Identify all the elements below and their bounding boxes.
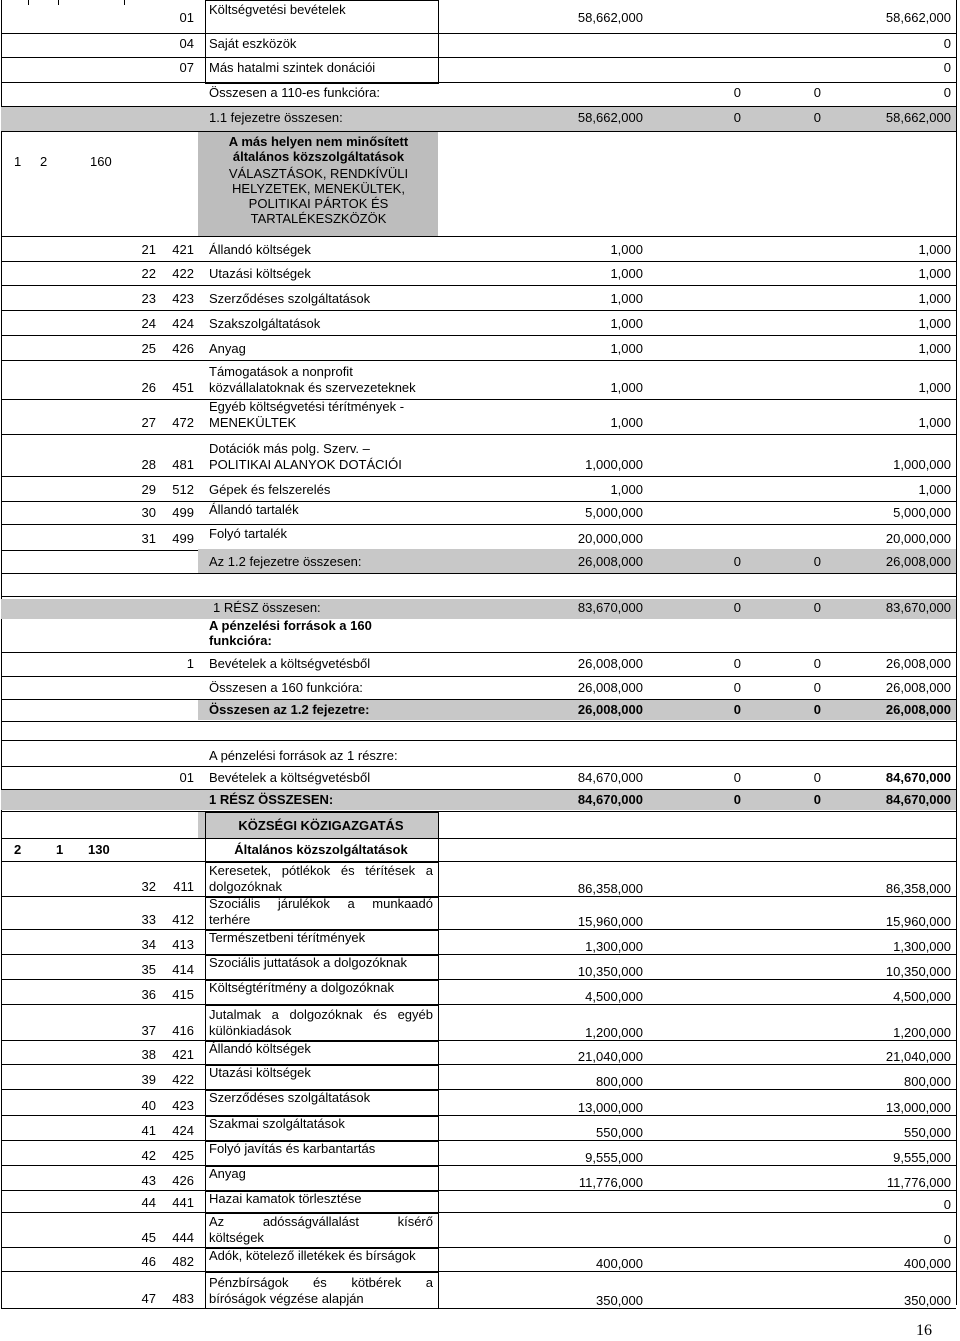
sources-label: A pénzelési források az 1 részre: bbox=[209, 748, 398, 763]
page-number: 16 bbox=[916, 1322, 932, 1339]
row-divider bbox=[1, 721, 956, 722]
row-label: Jutalmak a dolgozóknak és egyéb bbox=[209, 1007, 433, 1022]
row-label: 1 RÉSZ összesen: bbox=[213, 600, 321, 615]
value-total: 26,008,000 bbox=[885, 656, 951, 671]
table-row bbox=[0, 653, 956, 675]
row-label-cont: MENEKÜLTEK bbox=[209, 415, 297, 430]
function-code-1: 1 bbox=[14, 154, 22, 169]
row-label: Állandó költségek bbox=[209, 242, 311, 257]
table-row bbox=[0, 767, 956, 789]
row-number: 45 bbox=[141, 1230, 156, 1245]
function-title bbox=[0, 132, 956, 236]
row-label: Hazai kamatok törlesztése bbox=[209, 1191, 362, 1206]
label-box bbox=[205, 930, 439, 955]
value-total: 1,000 bbox=[918, 482, 951, 497]
row-label: Utazási költségek bbox=[209, 1065, 311, 1080]
row-code: 481 bbox=[172, 457, 194, 472]
row-code: 499 bbox=[172, 531, 194, 546]
value-total: 1,000 bbox=[918, 291, 951, 306]
value-total: 1,000 bbox=[918, 341, 951, 356]
value-total: 1,000 bbox=[918, 242, 951, 257]
label-box bbox=[205, 1191, 439, 1213]
value-plan: 11,776,000 bbox=[578, 1175, 643, 1190]
value-plan: 58,662,000 bbox=[577, 10, 643, 25]
row-number: 40 bbox=[141, 1098, 156, 1113]
table-row bbox=[0, 980, 956, 1004]
row-code: 01 bbox=[179, 10, 194, 25]
table-row bbox=[0, 1213, 956, 1247]
table-row bbox=[0, 286, 956, 310]
table-row bbox=[0, 237, 956, 261]
row-code: 425 bbox=[172, 1148, 194, 1163]
subtotal-row bbox=[0, 83, 956, 107]
table-row bbox=[0, 1166, 956, 1190]
label-box bbox=[205, 980, 439, 1005]
value-total: 26,008,000 bbox=[885, 702, 951, 717]
value-total: 10,350,000 bbox=[885, 964, 951, 979]
function-title-1: A más helyen nem minősített általános közszolgáltatások bbox=[228, 134, 409, 164]
value-total: 84,670,000 bbox=[885, 792, 951, 807]
table-row bbox=[0, 311, 956, 335]
value-plan: 26,008,000 bbox=[577, 554, 643, 569]
value-c: 0 bbox=[813, 600, 821, 615]
row-number: 33 bbox=[141, 912, 156, 927]
row-number: 41 bbox=[141, 1123, 156, 1138]
value-plan: 15,960,000 bbox=[577, 914, 643, 929]
label-box bbox=[205, 1116, 439, 1141]
value-total: 0 bbox=[943, 85, 951, 100]
table-row bbox=[0, 361, 956, 399]
value-total: 550,000 bbox=[904, 1125, 951, 1140]
row-label-cont: dolgozóknak bbox=[209, 879, 282, 894]
value-plan: 58,662,000 bbox=[577, 110, 643, 125]
value-total: 400,000 bbox=[904, 1256, 951, 1271]
value-total: 15,960,000 bbox=[885, 914, 951, 929]
table-row bbox=[0, 500, 956, 524]
value-plan: 21,040,000 bbox=[577, 1049, 643, 1064]
row-code: 413 bbox=[172, 937, 194, 952]
value-total: 0 bbox=[943, 36, 951, 51]
row-code: 426 bbox=[172, 1173, 194, 1188]
function-code-3: 160 bbox=[90, 154, 112, 169]
row-label: Gépek és felszerelés bbox=[209, 482, 331, 497]
value-total: 350,000 bbox=[904, 1293, 951, 1308]
row-label: Utazási költségek bbox=[209, 266, 311, 281]
row-number: 38 bbox=[141, 1047, 156, 1062]
row-number: 35 bbox=[141, 962, 156, 977]
value-total: 11,776,000 bbox=[886, 1175, 951, 1190]
row-label: Dotációk más polg. Szerv. – bbox=[209, 441, 370, 456]
row-label: Természetbeni térítmények bbox=[209, 930, 366, 945]
label-box bbox=[205, 1272, 439, 1309]
row-label: 1 RÉSZ ÖSSZESEN: bbox=[209, 792, 334, 807]
value-plan: 1,000,000 bbox=[585, 457, 643, 472]
row-code: 415 bbox=[172, 987, 194, 1002]
value-c: 0 bbox=[813, 702, 821, 717]
row-label: Adók, kötelező illetékek és bírságok bbox=[209, 1248, 416, 1263]
row-label: Állandó költségek bbox=[209, 1041, 311, 1056]
value-total: 86,358,000 bbox=[885, 881, 951, 896]
label-box bbox=[205, 1005, 439, 1041]
row-code: 421 bbox=[172, 1047, 194, 1062]
table-row bbox=[0, 58, 956, 82]
row-code: 512 bbox=[172, 482, 194, 497]
row-number: 25 bbox=[141, 341, 156, 356]
value-plan: 1,000 bbox=[610, 482, 643, 497]
row-number: 21 bbox=[141, 242, 156, 257]
label-box bbox=[205, 1090, 439, 1116]
value-total: 83,670,000 bbox=[885, 600, 951, 615]
value-plan: 350,000 bbox=[596, 1293, 643, 1308]
row-label-cont: közvállalatoknak és szervezeteknek bbox=[209, 380, 416, 395]
label-box bbox=[205, 1166, 439, 1191]
row-number: 24 bbox=[141, 316, 156, 331]
label-box bbox=[205, 1065, 439, 1090]
table-row bbox=[0, 1272, 956, 1308]
row-label: Állandó tartalék bbox=[209, 502, 299, 517]
value-plan: 26,008,000 bbox=[577, 702, 643, 717]
row-code: 412 bbox=[172, 912, 194, 927]
table-row bbox=[0, 862, 956, 896]
row-label-cont: költségek bbox=[209, 1230, 264, 1245]
row-label: Egyéb költségvetési térítmények - bbox=[209, 399, 405, 414]
row-label: Saját eszközök bbox=[209, 36, 297, 51]
row-label: Anyag bbox=[209, 1166, 246, 1181]
value-plan: 1,000 bbox=[610, 266, 643, 281]
value-total: 26,008,000 bbox=[885, 554, 951, 569]
row-code: 414 bbox=[172, 962, 194, 977]
row-label: Bevételek a költségvetésből bbox=[209, 656, 371, 671]
value-total: 4,500,000 bbox=[893, 989, 951, 1004]
row-code: 07 bbox=[179, 60, 194, 75]
function-code-2: 1 bbox=[56, 842, 64, 857]
row-label: Bevételek a költségvetésből bbox=[209, 770, 371, 785]
row-code: 451 bbox=[172, 380, 194, 395]
value-total: 1,000 bbox=[918, 415, 951, 430]
function-header bbox=[0, 839, 956, 861]
row-code: 483 bbox=[172, 1291, 194, 1306]
value-plan: 13,000,000 bbox=[577, 1100, 643, 1115]
row-code: 422 bbox=[172, 1072, 194, 1087]
value-plan: 26,008,000 bbox=[577, 656, 643, 671]
row-code: 472 bbox=[172, 415, 194, 430]
row-label: Szerződéses szolgáltatások bbox=[209, 1090, 371, 1105]
value-plan: 84,670,000 bbox=[577, 770, 643, 785]
sources-heading bbox=[0, 746, 956, 766]
table-row bbox=[0, 261, 956, 285]
table-row bbox=[0, 477, 956, 501]
value-plan: 550,000 bbox=[596, 1125, 643, 1140]
value-plan: 1,000 bbox=[610, 316, 643, 331]
value-plan: 20,000,000 bbox=[577, 531, 643, 546]
table-row bbox=[0, 398, 956, 434]
value-total: 0 bbox=[943, 1197, 951, 1212]
row-code: 444 bbox=[172, 1230, 194, 1245]
function-code-1: 2 bbox=[14, 842, 22, 857]
row-number: 23 bbox=[141, 291, 156, 306]
row-code: 411 bbox=[173, 879, 194, 894]
value-plan: 5,000,000 bbox=[585, 505, 643, 520]
row-code: 421 bbox=[172, 242, 194, 257]
row-label: Anyag bbox=[209, 341, 246, 356]
row-code: 424 bbox=[172, 1123, 194, 1138]
row-number: 31 bbox=[141, 531, 156, 546]
table-row bbox=[0, 1065, 956, 1089]
row-number: 36 bbox=[141, 987, 156, 1002]
row-number: 44 bbox=[141, 1195, 156, 1210]
value-b: 0 bbox=[733, 792, 741, 807]
value-b: 0 bbox=[733, 656, 741, 671]
row-code: 482 bbox=[172, 1254, 194, 1269]
value-c: 0 bbox=[813, 770, 821, 785]
value-plan: 1,000 bbox=[610, 291, 643, 306]
row-label: Összesen a 110-es funkcióra: bbox=[209, 85, 381, 100]
value-total: 58,662,000 bbox=[885, 110, 951, 125]
row-label: Szociális járulékok a munkaadó bbox=[209, 896, 433, 911]
row-number: 47 bbox=[141, 1291, 156, 1306]
function-title: Általános közszolgáltatások bbox=[234, 842, 408, 857]
value-total: 1,200,000 bbox=[893, 1025, 951, 1040]
value-c: 0 bbox=[813, 680, 821, 695]
table-row bbox=[0, 955, 956, 979]
value-total: 1,000 bbox=[918, 316, 951, 331]
row-code: 424 bbox=[172, 316, 194, 331]
row-number: 26 bbox=[141, 380, 156, 395]
value-total: 26,008,000 bbox=[885, 680, 951, 695]
row-label: Szociális juttatások a dolgozóknak bbox=[209, 955, 408, 970]
value-c: 0 bbox=[813, 656, 821, 671]
total-row bbox=[0, 107, 956, 131]
table-row bbox=[0, 34, 956, 58]
row-label: Szakszolgáltatások bbox=[209, 316, 321, 331]
sources-heading bbox=[0, 618, 956, 650]
sources-label: A pénzelési források a 160 funkcióra: bbox=[209, 618, 372, 648]
value-total: 84,670,000 bbox=[885, 770, 951, 785]
value-b: 0 bbox=[733, 702, 741, 717]
grand-total-row bbox=[0, 790, 956, 812]
value-total: 13,000,000 bbox=[885, 1100, 951, 1115]
table-row bbox=[0, 1116, 956, 1140]
row-code: 499 bbox=[172, 505, 194, 520]
row-number: 22 bbox=[141, 266, 156, 281]
value-b: 0 bbox=[733, 85, 741, 100]
total-row bbox=[0, 549, 956, 573]
table-row bbox=[0, 1041, 956, 1064]
value-plan: 1,000 bbox=[610, 380, 643, 395]
table-row bbox=[0, 1141, 956, 1165]
row-label: Pénzbírságok és kötbérek a bbox=[209, 1275, 433, 1290]
table-row bbox=[0, 1248, 956, 1271]
value-b: 0 bbox=[733, 110, 741, 125]
row-number: 34 bbox=[141, 937, 156, 952]
row-number: 29 bbox=[141, 482, 156, 497]
value-total: 20,000,000 bbox=[885, 531, 951, 546]
row-code: 1 bbox=[186, 656, 194, 671]
value-plan: 4,500,000 bbox=[585, 989, 643, 1004]
total-row bbox=[0, 598, 956, 620]
row-label: Folyó javítás és karbantartás bbox=[209, 1141, 376, 1156]
value-total: 0 bbox=[943, 60, 951, 75]
table-row bbox=[0, 1090, 956, 1115]
value-total: 58,662,000 bbox=[885, 10, 951, 25]
label-box bbox=[205, 897, 439, 930]
function-code-3: 130 bbox=[88, 842, 110, 857]
value-plan: 10,350,000 bbox=[577, 964, 643, 979]
value-plan: 1,000 bbox=[610, 341, 643, 356]
value-plan: 1,300,000 bbox=[585, 939, 643, 954]
value-plan: 84,670,000 bbox=[577, 792, 643, 807]
value-b: 0 bbox=[733, 770, 741, 785]
value-total: 21,040,000 bbox=[885, 1049, 951, 1064]
row-number: 46 bbox=[141, 1254, 156, 1269]
row-divider bbox=[1, 596, 956, 597]
value-plan: 1,200,000 bbox=[585, 1025, 643, 1040]
subtotal-row bbox=[0, 677, 956, 699]
value-c: 0 bbox=[813, 792, 821, 807]
value-total: 800,000 bbox=[904, 1074, 951, 1089]
grid-line bbox=[1, 862, 2, 1308]
value-b: 0 bbox=[733, 554, 741, 569]
row-number: 37 bbox=[141, 1023, 156, 1038]
value-total: 1,300,000 bbox=[893, 939, 951, 954]
row-number: 32 bbox=[141, 879, 156, 894]
value-total: 5,000,000 bbox=[893, 505, 951, 520]
label-box bbox=[205, 1248, 439, 1272]
value-total: 1,000 bbox=[918, 266, 951, 281]
row-label: Szakmai szolgáltatások bbox=[209, 1116, 345, 1131]
row-code: 416 bbox=[172, 1023, 194, 1038]
value-plan: 26,008,000 bbox=[577, 680, 643, 695]
row-label-cont: különkiadások bbox=[209, 1023, 292, 1038]
table-row bbox=[0, 897, 956, 929]
row-label: Keresetek, pótlékok és térítések a bbox=[209, 863, 433, 878]
value-c: 0 bbox=[813, 85, 821, 100]
row-label: Összesen az 1.2 fejezetre: bbox=[209, 702, 370, 717]
row-code: 423 bbox=[172, 291, 194, 306]
row-label: Költségtérítmény a dolgozóknak bbox=[209, 980, 394, 995]
section-heading bbox=[0, 812, 956, 838]
row-code: 426 bbox=[172, 341, 194, 356]
value-total: 1,000,000 bbox=[893, 457, 951, 472]
row-number: 27 bbox=[141, 415, 156, 430]
label-box bbox=[205, 862, 439, 897]
row-divider bbox=[1, 573, 956, 574]
label-box bbox=[205, 1141, 439, 1166]
value-plan: 400,000 bbox=[596, 1256, 643, 1271]
function-title-2: VÁLASZTÁSOK, RENDKÍVÜLI HELYZETEK, MENEKÜLTEK, POLITIKAI PÁRTOK ÉS TARTALÉKESZKÖZÖK bbox=[228, 166, 409, 226]
label-box bbox=[205, 1041, 439, 1065]
row-code: 01 bbox=[179, 770, 194, 785]
row-number: 28 bbox=[141, 457, 156, 472]
row-label-cont: terhére bbox=[209, 912, 251, 927]
row-label: Más hatalmi szintek donációi bbox=[209, 60, 376, 75]
row-label: Az adósságvállalást kísérő bbox=[209, 1214, 433, 1229]
row-code: 04 bbox=[179, 36, 194, 51]
value-plan: 1,000 bbox=[610, 415, 643, 430]
value-plan: 9,555,000 bbox=[585, 1150, 643, 1165]
value-b: 0 bbox=[733, 600, 741, 615]
label-box bbox=[205, 1213, 439, 1248]
value-total: 0 bbox=[943, 1232, 951, 1247]
row-number: 30 bbox=[141, 505, 156, 520]
table-row bbox=[0, 436, 956, 476]
function-code-2: 2 bbox=[40, 154, 48, 169]
table-row bbox=[0, 1191, 956, 1212]
table-row bbox=[0, 1005, 956, 1040]
row-number: 43 bbox=[141, 1173, 156, 1188]
row-code: 441 bbox=[172, 1195, 194, 1210]
table-row bbox=[0, 0, 956, 34]
row-label: Szerződéses szolgáltatások bbox=[209, 291, 371, 306]
total-row bbox=[0, 700, 956, 722]
value-b: 0 bbox=[733, 680, 741, 695]
row-label-cont: POLITIKAI ALANYOK DOTÁCIÓI bbox=[209, 457, 402, 472]
table-row bbox=[0, 336, 956, 360]
value-total: 9,555,000 bbox=[893, 1150, 951, 1165]
label-box bbox=[205, 955, 439, 980]
row-number: 39 bbox=[141, 1072, 156, 1087]
row-label: Az 1.2 fejezetre összesen: bbox=[209, 554, 362, 569]
row-label: Támogatások a nonprofit bbox=[209, 364, 353, 379]
row-code: 422 bbox=[172, 266, 194, 281]
row-code: 423 bbox=[172, 1098, 194, 1113]
value-total: 1,000 bbox=[918, 380, 951, 395]
grid-line bbox=[956, 0, 957, 1305]
table-row bbox=[0, 524, 956, 550]
value-plan: 86,358,000 bbox=[577, 881, 643, 896]
row-label-cont: bíróságok végzése alapján bbox=[209, 1291, 364, 1306]
value-plan: 800,000 bbox=[596, 1074, 643, 1089]
section-title: KÖZSÉGI KÖZIGAZGATÁS bbox=[238, 818, 404, 833]
row-label: 1.1 fejezetre összesen: bbox=[209, 110, 343, 125]
row-divider bbox=[1, 1308, 956, 1309]
row-divider bbox=[1, 740, 956, 741]
value-plan: 83,670,000 bbox=[577, 600, 643, 615]
row-label: Összesen a 160 funkcióra: bbox=[209, 680, 363, 695]
row-label: Költségvetési bevételek bbox=[209, 2, 346, 17]
value-plan: 1,000 bbox=[610, 242, 643, 257]
row-label: Folyó tartalék bbox=[209, 526, 288, 541]
row-number: 42 bbox=[141, 1148, 156, 1163]
row-divider bbox=[1, 434, 956, 435]
value-c: 0 bbox=[813, 110, 821, 125]
table-row bbox=[0, 930, 956, 954]
value-c: 0 bbox=[813, 554, 821, 569]
